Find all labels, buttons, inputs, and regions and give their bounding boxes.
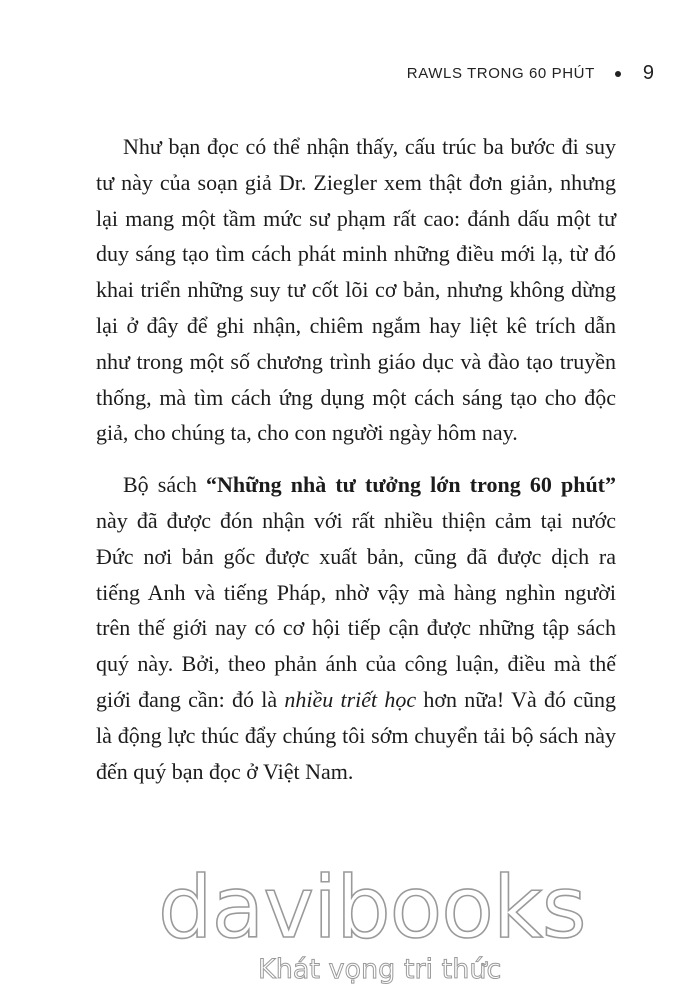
watermark-brand: davibooks: [158, 858, 586, 958]
bullet-separator: [615, 71, 621, 77]
paragraph-2-end: hơn nữa! Và đó cũng là động lực thúc đẩy chúng tôi sớm chuyển tải bộ sách này đến quý bạn đọc ở Việt Nam.: [96, 686, 616, 784]
paragraph-2-start: Bộ sách: [123, 472, 207, 498]
paragraph-2: [96, 467, 616, 789]
paragraph-1: Như bạn đọc có thể nhận thấy, cấu trúc ba bước đi suy tư này của soạn giả Dr. Ziegler xem thật đơn giản, nhưng lại mang một tầm mức sư phạm rất cao: đánh dấu một tư duy sáng tạo tìm cách phát minh những điều mới lạ, từ đó khai triển những suy tư cốt lõi cơ bản, nhưng không dừng lại ở đây để ghi nhận, chiêm ngắm hay liệt kê trích dẫn như trong một số chương trình giáo dục và đào tạo truyền thống, mà tìm cách ứng dụng một cách sáng tạo cho độc giả, cho chúng ta, cho con người ngày hôm nay.: [96, 134, 616, 446]
running-title: RAWLS TRONG 60 PHÚT: [406, 65, 595, 82]
page-header: [407, 62, 654, 85]
body-text: [96, 129, 616, 789]
paragraph-2-middle: này đã được đón nhận với rất nhiều thiện cảm tại nước Đức nơi bản gốc được xuất bản, cũng đã được dịch ra tiếng Anh và tiếng Pháp, nhờ vậy mà hàng nghìn người trên thế giới nay có cơ hội tiếp cận được những tập sách quý này. Bởi, theo phản ánh của công luận, điều mà thế giới đang cần: đó là: [96, 507, 616, 712]
page-number: 9: [642, 62, 654, 84]
book-series-title: “Những nhà tư tưởng lớn trong 60 phút”: [206, 472, 617, 498]
publisher-watermark: [0, 860, 700, 1000]
emphasis-phrase: nhiều triết học: [284, 686, 417, 712]
watermark-tagline: Khát vọng tri thức: [258, 954, 502, 985]
